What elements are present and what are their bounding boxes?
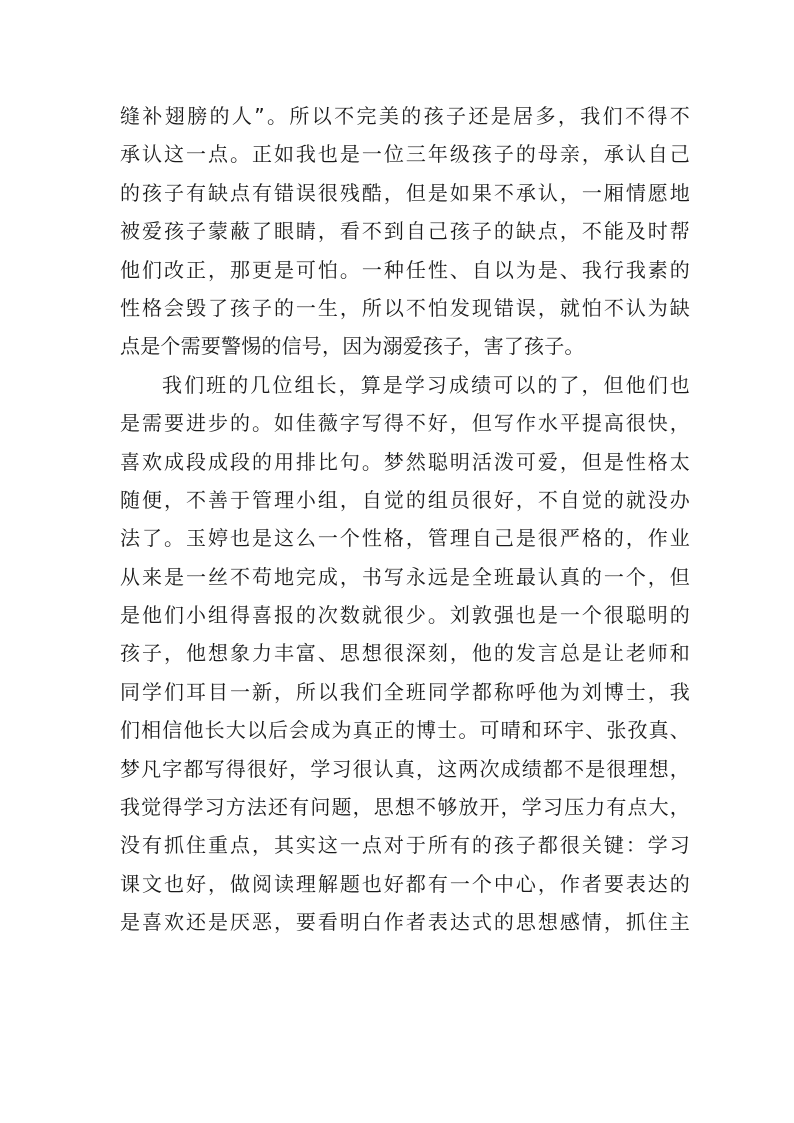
text-line: 孩子，他想象力丰富、思想很深刻，他的发言总是让老师和	[120, 641, 690, 666]
text-line: 法了。玉婷也是这么一个性格，管理自己是很严格的，作业	[120, 526, 690, 551]
text-line: 点是个需要警惕的信号，因为溺爱孩子，害了孩子。	[120, 334, 585, 359]
body-text	[120, 97, 690, 942]
text-line: 梦凡字都写得很好，学习很认真，这两次成绩都不是很理想，	[120, 756, 690, 781]
text-line: 是需要进步的。如佳薇字写得不好，但写作水平提高很快，	[120, 411, 690, 436]
text-line: 喜欢成段成段的用排比句。梦然聪明活泼可爱，但是性格太	[120, 449, 690, 474]
text-line: 随便，不善于管理小组，自觉的组员很好，不自觉的就没办	[120, 487, 690, 512]
text-line: 是喜欢还是厌恶，要看明白作者表达式的思想感情，抓住主	[120, 910, 690, 935]
text-line: 从来是一丝不苟地完成，书写永远是全班最认真的一个，但	[120, 564, 690, 589]
text-line: 课文也好，做阅读理解题也好都有一个中心，作者要表达的	[120, 871, 690, 896]
text-line: 缝补翅膀的人”。所以不完美的孩子还是居多，我们不得不	[120, 104, 690, 128]
paragraph-start-line: 我们班的几位组长，算是学习成绩可以的了，但他们也	[162, 372, 690, 397]
text-line: 没有抓住重点，其实这一点对于所有的孩子都很关键：学习	[120, 833, 690, 858]
text-line: 是他们小组得喜报的次数就很少。刘敦强也是一个很聪明的	[120, 603, 690, 628]
text-line: 性格会毁了孩子的一生，所以不怕发现错误，就怕不认为缺	[120, 295, 690, 320]
text-line: 们相信他长大以后会成为真正的博士。可晴和环宇、张孜真、	[120, 718, 690, 743]
text-line: 被爱孩子蒙蔽了眼睛，看不到自己孩子的缺点，不能及时帮	[120, 219, 690, 244]
text-line: 的孩子有缺点有错误很残酷，但是如果不承认，一厢情愿地	[120, 180, 690, 205]
text-line: 承认这一点。正如我也是一位三年级孩子的母亲，承认自己	[120, 142, 690, 167]
text-line: 同学们耳目一新，所以我们全班同学都称呼他为刘博士，我	[120, 679, 690, 704]
text-line: 我觉得学习方法还有问题，思想不够放开，学习压力有点大，	[120, 795, 690, 820]
text-line: 他们改正，那更是可怕。一种任性、自以为是、我行我素的	[120, 257, 690, 282]
